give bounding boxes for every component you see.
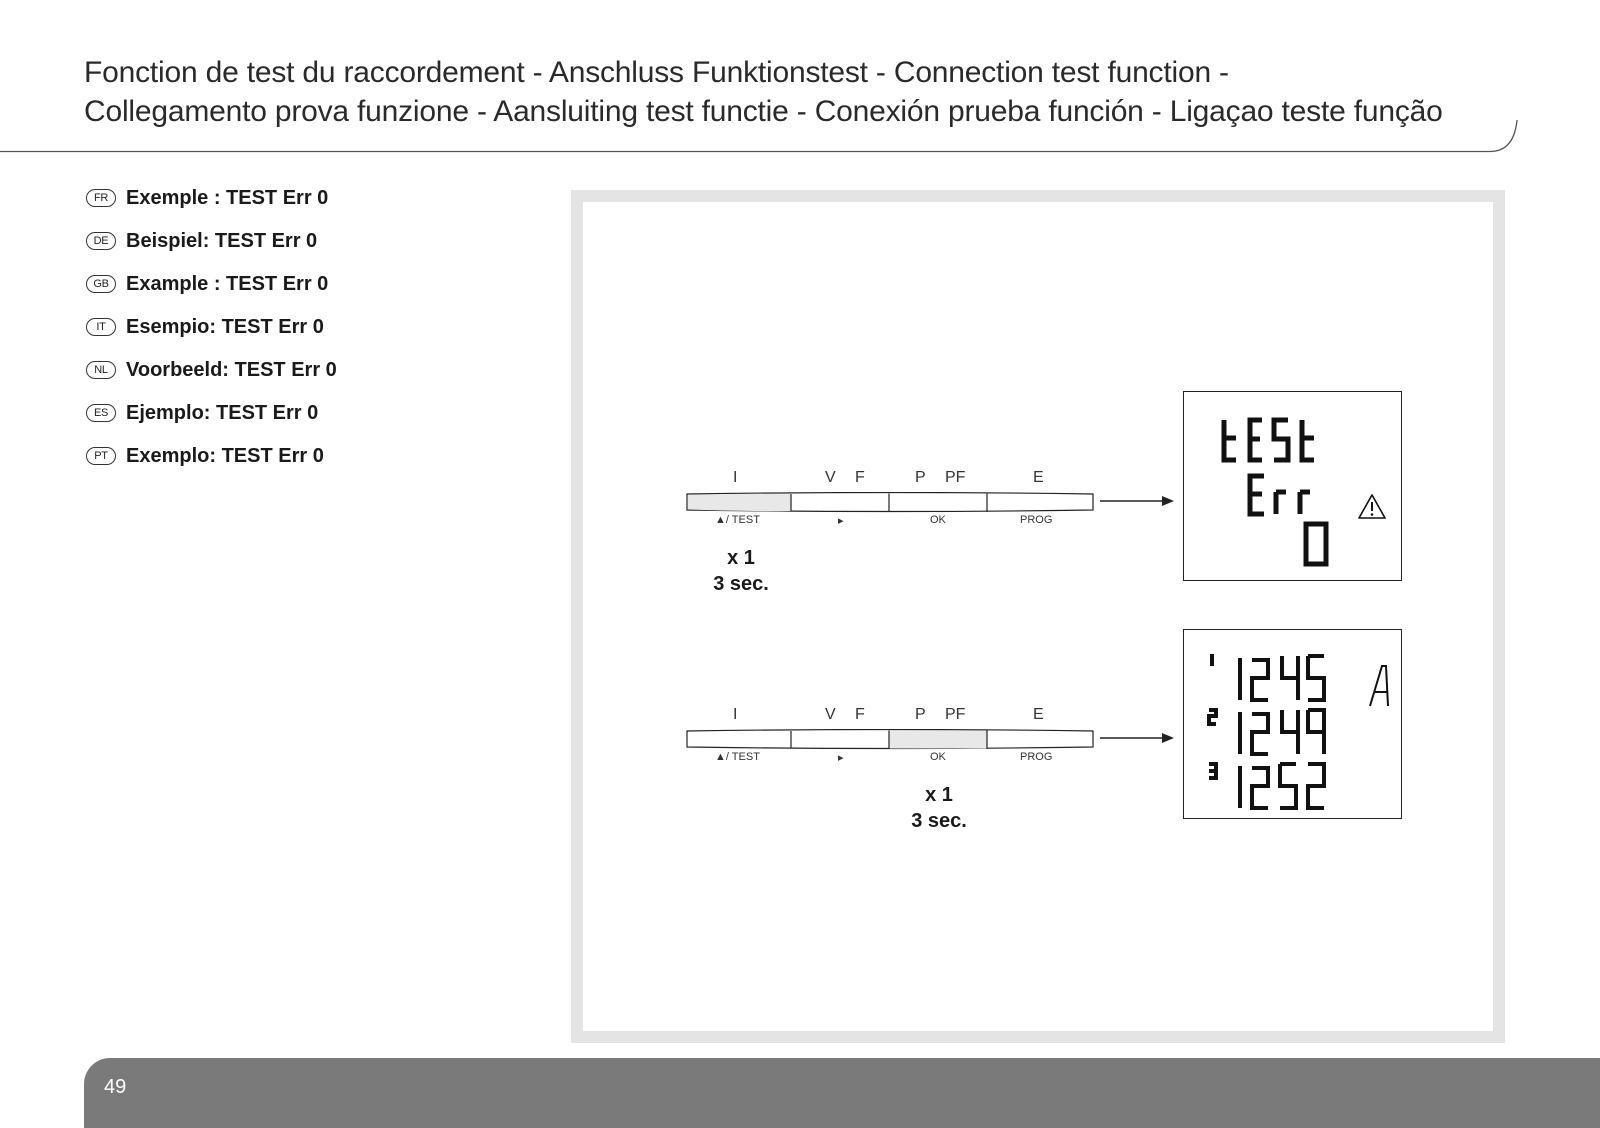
key-sublabel-test: ▲/ TEST bbox=[715, 751, 760, 763]
language-example-list bbox=[86, 186, 337, 487]
key-label-p: P bbox=[915, 469, 926, 486]
page-number: 49 bbox=[104, 1076, 127, 1098]
step-1-button-bar bbox=[685, 469, 1095, 539]
key-label-pf: PF bbox=[945, 469, 966, 486]
step-2-instruction bbox=[899, 782, 979, 834]
list-item bbox=[86, 401, 337, 444]
list-item bbox=[86, 186, 337, 229]
page-footer bbox=[84, 1058, 1600, 1128]
press-count: x 1 bbox=[727, 547, 755, 569]
keypad-bar bbox=[685, 729, 1095, 751]
list-item bbox=[86, 444, 337, 487]
example-text: Voorbeeld: TEST Err 0 bbox=[126, 359, 337, 381]
lcd-text-zero bbox=[1306, 524, 1326, 564]
lcd-row-2-value bbox=[1240, 710, 1324, 754]
arrow-right-icon bbox=[1100, 731, 1175, 745]
step-1-instruction bbox=[701, 545, 781, 597]
key-label-i: I bbox=[733, 469, 738, 486]
press-duration: 3 sec. bbox=[713, 573, 769, 595]
lcd-unit-a bbox=[1370, 666, 1388, 706]
press-count: x 1 bbox=[925, 784, 953, 806]
list-item bbox=[86, 272, 337, 315]
key-label-pf: PF bbox=[945, 706, 966, 723]
key-sublabel-ok: OK bbox=[930, 751, 946, 763]
press-duration: 3 sec. bbox=[911, 810, 967, 832]
example-text: Exemplo: TEST Err 0 bbox=[126, 445, 324, 467]
example-text: Exemple : TEST Err 0 bbox=[126, 187, 329, 209]
page-title-line-1: Fonction de test du raccordement - Anschluss Funktionstest - Connection test function - bbox=[84, 56, 1229, 89]
key-label-f: F bbox=[855, 469, 865, 486]
key-label-v: V bbox=[825, 706, 836, 723]
title-underline bbox=[0, 110, 1600, 160]
list-item bbox=[86, 358, 337, 401]
example-text: Beispiel: TEST Err 0 bbox=[126, 230, 318, 252]
key-label-v: V bbox=[825, 469, 836, 486]
key-sublabel-prog: PROG bbox=[1020, 514, 1053, 526]
language-badge: PT bbox=[86, 447, 116, 465]
list-item bbox=[86, 315, 337, 358]
lcd-display-currents bbox=[1183, 629, 1402, 819]
lcd-display-test bbox=[1183, 391, 1402, 581]
key-label-e: E bbox=[1033, 469, 1044, 486]
lcd-index-2 bbox=[1209, 710, 1216, 724]
key-sublabel-test: ▲/ TEST bbox=[715, 514, 760, 526]
language-badge: NL bbox=[86, 361, 116, 379]
example-text: Example : TEST Err 0 bbox=[126, 273, 329, 295]
key-sublabel-next: ▸ bbox=[838, 752, 844, 764]
language-badge: IT bbox=[86, 318, 116, 336]
key-label-i: I bbox=[733, 706, 738, 723]
lcd-text-err bbox=[1250, 476, 1310, 514]
example-text: Ejemplo: TEST Err 0 bbox=[126, 402, 319, 424]
keypad-bar bbox=[685, 492, 1095, 514]
step-2-button-bar bbox=[685, 706, 1095, 776]
illustration-frame bbox=[571, 190, 1505, 1043]
list-item bbox=[86, 229, 337, 272]
language-badge: DE bbox=[86, 232, 116, 250]
page-title-line-2: Collegamento prova funzione - Aansluiting test functie - Conexión prueba función - Ligaçao teste função bbox=[84, 95, 1443, 128]
language-badge: FR bbox=[86, 189, 116, 207]
key-sublabel-ok: OK bbox=[930, 514, 946, 526]
lcd-row-1-value bbox=[1240, 656, 1324, 700]
lcd-row-3-value bbox=[1240, 764, 1324, 808]
key-label-p: P bbox=[915, 706, 926, 723]
arrow-right-icon bbox=[1100, 494, 1175, 508]
language-badge: GB bbox=[86, 275, 116, 293]
example-text: Esempio: TEST Err 0 bbox=[126, 316, 324, 338]
lcd-index-3 bbox=[1209, 764, 1216, 778]
key-sublabel-prog: PROG bbox=[1020, 751, 1053, 763]
language-badge: ES bbox=[86, 404, 116, 422]
lcd-text-test bbox=[1224, 420, 1314, 460]
lcd-digits bbox=[1184, 630, 1403, 820]
key-label-f: F bbox=[855, 706, 865, 723]
warning-triangle-icon bbox=[1359, 495, 1385, 518]
key-sublabel-next: ▸ bbox=[838, 515, 844, 527]
key-label-e: E bbox=[1033, 706, 1044, 723]
